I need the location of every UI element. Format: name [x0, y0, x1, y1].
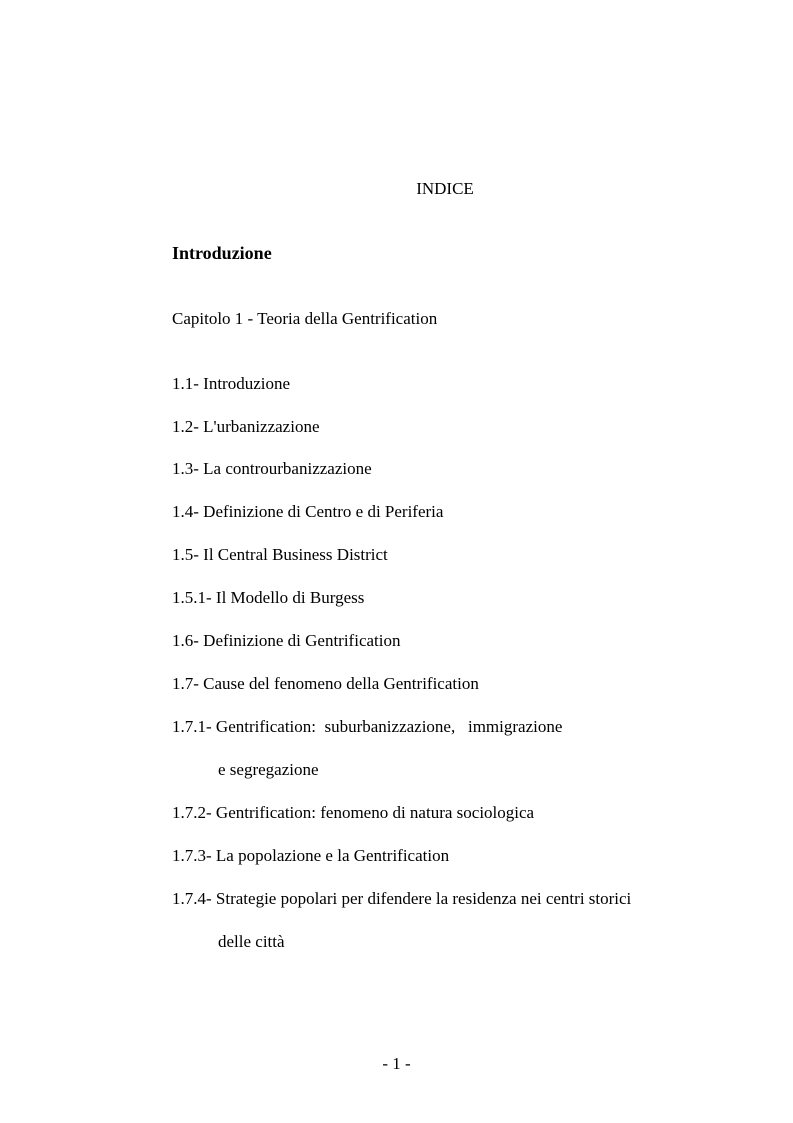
toc-entry-1-2: 1.2- L'urbanizzazione: [172, 417, 320, 436]
toc-entry-1-4: 1.4- Definizione di Centro e di Periferia: [172, 502, 444, 521]
toc-entry-1-6: 1.6- Definizione di Gentrification: [172, 631, 401, 650]
toc-entry-1-7-2: 1.7.2- Gentrification: fenomeno di natura sociologica: [172, 803, 535, 822]
toc-entry-1-7-1: 1.7.1- Gentrification: suburbanizzazione, immigrazione: [172, 717, 563, 736]
toc-entry-1-3: 1.3- La controurbanizzazione: [172, 459, 372, 478]
page-title: INDICE: [416, 179, 474, 198]
toc-entry-1-7-1-continuation: e segregazione: [218, 760, 319, 779]
toc-entry-1-7-4-continuation: delle città: [218, 932, 285, 951]
toc-entry-1-7-3: 1.7.3- La popolazione e la Gentrification: [172, 846, 450, 865]
intro-heading: Introduzione: [172, 243, 272, 263]
chapter-heading: Capitolo 1 - Teoria della Gentrification: [172, 309, 438, 328]
toc-entry-1-5: 1.5- Il Central Business District: [172, 545, 388, 564]
toc-entry-1-1: 1.1- Introduzione: [172, 374, 291, 393]
toc-entry-1-5-1: 1.5.1- Il Modello di Burgess: [172, 588, 365, 607]
toc-entry-1-7: 1.7- Cause del fenomeno della Gentrification: [172, 674, 479, 693]
page-number: - 1 -: [382, 1054, 411, 1073]
toc-entry-1-7-4: 1.7.4- Strategie popolari per difendere la residenza nei centri storici: [172, 889, 632, 908]
